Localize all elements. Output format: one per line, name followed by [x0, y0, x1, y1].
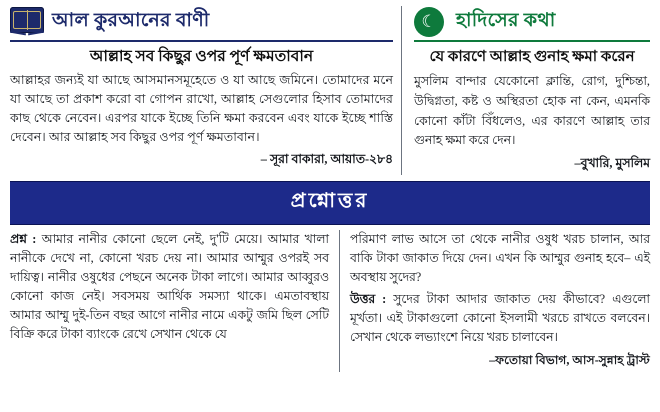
- qa-question-label: প্রশ্ন :: [10, 231, 37, 246]
- qa-question-text: আমার নানীর কোনো ছেলে নেই, দু'টি মেয়ে। আমার খালা নানীকে দেখে না, কোনো খরচ দেয় না। আমার আম্মুর ওপরই সব দায়িত্ব। নানীর ওষুধের পেছনে অনেক টাকা লাগে। আমার আব্বুরও কোনো কাজ নেই। সবসময় আর্থিক সমস্যা থাকে। এমতাবস্থায় আমার আম্মু দুই-তিন বছর আগে নানীর নামে একটু জমি ছিল সেটি বিক্রি করে টাকা ব্যাংকে রেখে সেখান থেকে যে: [10, 231, 329, 342]
- quran-masthead-title: আল কুরআনের বাণী: [52, 10, 210, 31]
- quran-column: [10, 6, 402, 175]
- hadith-masthead-title: হাদিসের কথা: [456, 10, 556, 31]
- quran-masthead: [10, 6, 393, 38]
- quran-book-icon: [10, 7, 44, 37]
- qa-banner-title: প্রশ্নোত্তর: [10, 181, 650, 225]
- qa-answer-text: সুদের টাকা আদার জাকাত দেয় কীভাবে? এগুলো মূর্খতা। এই টাকাগুলো কোনো ইসলামী খরচে রাখতে বলবেন। সেখান থেকে লভ্যাংশে নিয়ে খরচ চালাবেন।: [350, 292, 650, 345]
- quran-divider: [10, 40, 393, 42]
- hadith-headline: যে কারণে আল্লাহ গুনাহ ক্ষমা করেন: [429, 49, 635, 65]
- hadith-source: –বুখারি, মুসলিম: [574, 155, 650, 170]
- quran-source: – সূরা বাকারা, আয়াত-২৮৪: [260, 151, 393, 166]
- qa-source: –ফতোয়া বিভাগ, আস-সুন্নাহ ট্রাস্ট: [489, 353, 650, 368]
- qa-question-block: [10, 230, 329, 344]
- hadith-column: [402, 6, 650, 175]
- hadith-body-text: মুসলিম বান্দার যেকোনো ক্লান্তি, রোগ, দুশ্চিন্তা, উদ্বিগ্নতা, কষ্ট ও অস্থিরতা হোক না কেন, এমনকি কোনো কাঁটা বিঁধলেও, এর কারণে আল্লাহ তার গুনাহ ক্ষমা করে দেন।: [414, 74, 650, 148]
- hadith-masthead: [414, 6, 650, 38]
- quran-headline: আল্লাহ সব কিছুর ওপর পূর্ণ ক্ষমতাবান: [89, 48, 314, 65]
- qa-columns: [10, 230, 650, 372]
- hadith-seal-icon: ☾: [414, 7, 448, 37]
- qa-answer-column: [340, 230, 650, 372]
- hadith-divider: [414, 40, 650, 42]
- qa-question-continuation: পরিমাণ লাভ আসে তা থেকে নানীর ওষুধ খরচ চালান, আর বাকি টাকা জাকাত দিয়ে দেন। এখন কি আম্মুর গুনাহ হবে– এই অবস্থায় সুদের?: [350, 231, 650, 285]
- qa-answer-label: উত্তর :: [350, 292, 387, 307]
- qa-answer-block: [350, 290, 650, 347]
- quran-body-text: আল্লাহর জন্যই যা আছে আসমানসমূহেতে ও যা আছে জমিনে। তোমাদের মনে যা আছে তা প্রকাশ করো বা গোপন রাখো, আল্লাহ সেগুলোর হিসাব তোমাদের কাছ থেকে নেবেন। এরপর যাকে ইচ্ছে তিনি ক্ষমা করবেন এবং যাকে ইচ্ছে শাস্তি দেবেন। আর আল্লাহ সব কিছুর ওপর পূর্ণ ক্ষমতাবান।: [10, 73, 393, 145]
- qa-question-column: [10, 230, 340, 372]
- top-columns: [10, 6, 650, 175]
